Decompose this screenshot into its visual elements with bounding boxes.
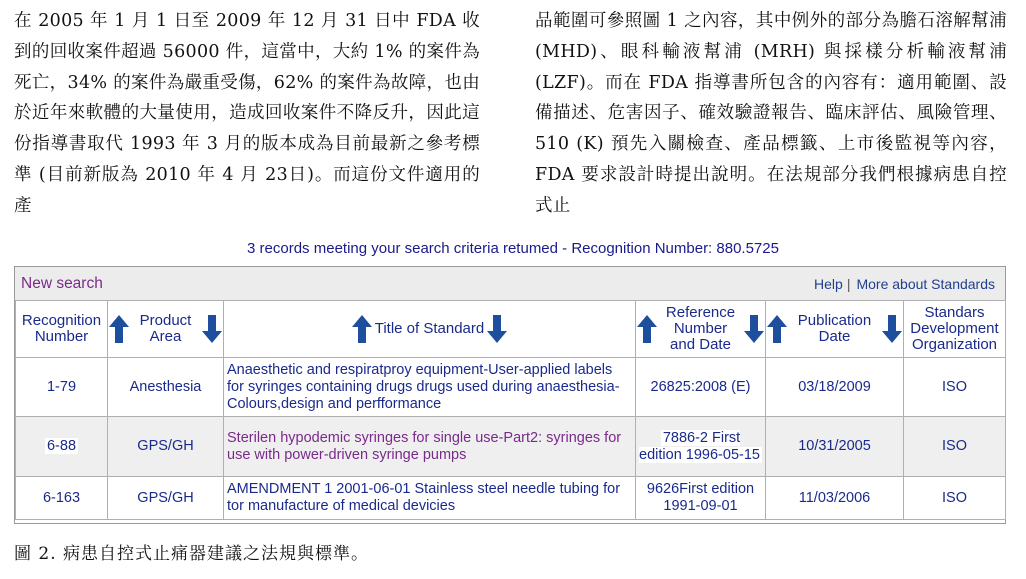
col-label-product-area: Product Area	[139, 312, 192, 345]
cell-reference: 26825:2008 (E)	[636, 358, 766, 417]
col-header-publication	[766, 301, 904, 358]
cell-reference: 9626First edition 1991-09-01	[636, 477, 766, 520]
cell-product-area: GPS/GH	[108, 477, 224, 520]
sort-descending-icon[interactable]	[201, 314, 223, 344]
article-left-paragraph: 在 2005 年 1 月 1 日至 2009 年 12 月 31 日中 FDA 收到的回收案件超過 56000 件，這當中，大約 1% 的案件為死亡，34% 的案件為嚴重受傷，62% 的案件為故障，也由於近年來軟體的大量使用，造成回收案件不降反升，因此這份指導書取代 1993 年 3 月的版本成為目前最新之參考標準 (目前新版為 2010 年 4 月 23日)。而這份文件適用的產	[14, 11, 480, 216]
sort-descending-icon[interactable]	[486, 314, 508, 344]
col-header-recognition	[16, 301, 108, 358]
table-row	[16, 417, 1006, 477]
figure-caption: 圖 2. 病患自控式止痛器建議之法規與標準。	[14, 544, 370, 564]
header-links	[814, 276, 995, 292]
cell-title[interactable]: AMENDMENT 1 2001-06-01 Stainless steel needle tubing for tor manufacture of medical devicies	[224, 477, 636, 520]
new-search-link[interactable]: New search	[21, 274, 103, 292]
help-link[interactable]: Help	[814, 275, 843, 292]
cell-sdo: ISO	[904, 417, 1006, 477]
col-header-reference	[636, 301, 766, 358]
article-left-column	[14, 6, 480, 222]
sort-descending-icon[interactable]	[743, 314, 765, 344]
cell-title[interactable]: Anaesthetic and respiratproy equipment-User-applied labels for syringes containing drugs drugs used during anaesthesia-Colours,design and perfformance	[224, 358, 636, 417]
cell-title[interactable]: Sterilen hypodemic syringes for single use-Part2: syringes for use with power-driven syringe pumps	[224, 417, 636, 477]
col-label-recognition: Recognition Number	[21, 312, 102, 345]
table-header-row	[16, 301, 1006, 358]
col-label-reference: Reference Number and Date	[665, 304, 736, 353]
col-label-sdo: Standars Development Organization	[910, 304, 999, 353]
col-header-sdo	[904, 301, 1006, 358]
cell-publication: 03/18/2009	[766, 358, 904, 417]
sort-ascending-icon[interactable]	[108, 314, 130, 344]
table-row	[16, 358, 1006, 417]
cell-recognition[interactable]: 1-79	[16, 358, 108, 417]
sort-ascending-icon[interactable]	[636, 314, 658, 344]
cell-sdo: ISO	[904, 358, 1006, 417]
col-header-title	[224, 301, 636, 358]
col-header-product-area	[108, 301, 224, 358]
reference-value: 7886-2 First edition 1996-05-15	[639, 429, 760, 463]
cell-publication: 11/03/2006	[766, 477, 904, 520]
cell-recognition[interactable]	[16, 417, 108, 477]
cell-recognition[interactable]: 6-163	[16, 477, 108, 520]
col-label-title: Title of Standard	[374, 320, 485, 337]
more-about-standards-link[interactable]: More about Standards	[856, 275, 995, 292]
cell-product-area: Anesthesia	[108, 358, 224, 417]
article-right-column	[535, 6, 1007, 222]
table-row	[16, 477, 1006, 520]
col-label-publication: Publication Date	[797, 312, 872, 345]
standards-table	[15, 300, 1006, 520]
cell-publication: 10/31/2005	[766, 417, 904, 477]
standards-results-panel	[14, 266, 1006, 524]
sort-ascending-icon[interactable]	[766, 314, 788, 344]
cell-sdo: ISO	[904, 477, 1006, 520]
results-header-bar	[15, 267, 1005, 300]
records-count-banner: 3 records meeting your search criteria retumed - Recognition Number: 880.5725	[247, 240, 779, 257]
cell-reference	[636, 417, 766, 477]
sort-ascending-icon[interactable]	[351, 314, 373, 344]
article-right-paragraph: 品範圍可參照圖 1 之內容，其中例外的部分為膽石溶解幫浦 (MHD)、眼科輸液幫浦 (MRH) 與採樣分析輸液幫浦 (LZF)。而在 FDA 指導書所包含的內容有：適用範圍、設備描述、危害因子、確效驗證報告、臨床評估、風險管理、510 (K) 預先入關檢查、產品標籤、上市後監視等內容，FDA 要求設計時提出說明。在法規部分我們根據病患自控式止	[535, 11, 1007, 216]
sort-descending-icon[interactable]	[881, 314, 903, 344]
cell-product-area: GPS/GH	[108, 417, 224, 477]
recognition-value[interactable]: 6-88	[46, 438, 77, 454]
link-separator: |	[846, 275, 851, 292]
